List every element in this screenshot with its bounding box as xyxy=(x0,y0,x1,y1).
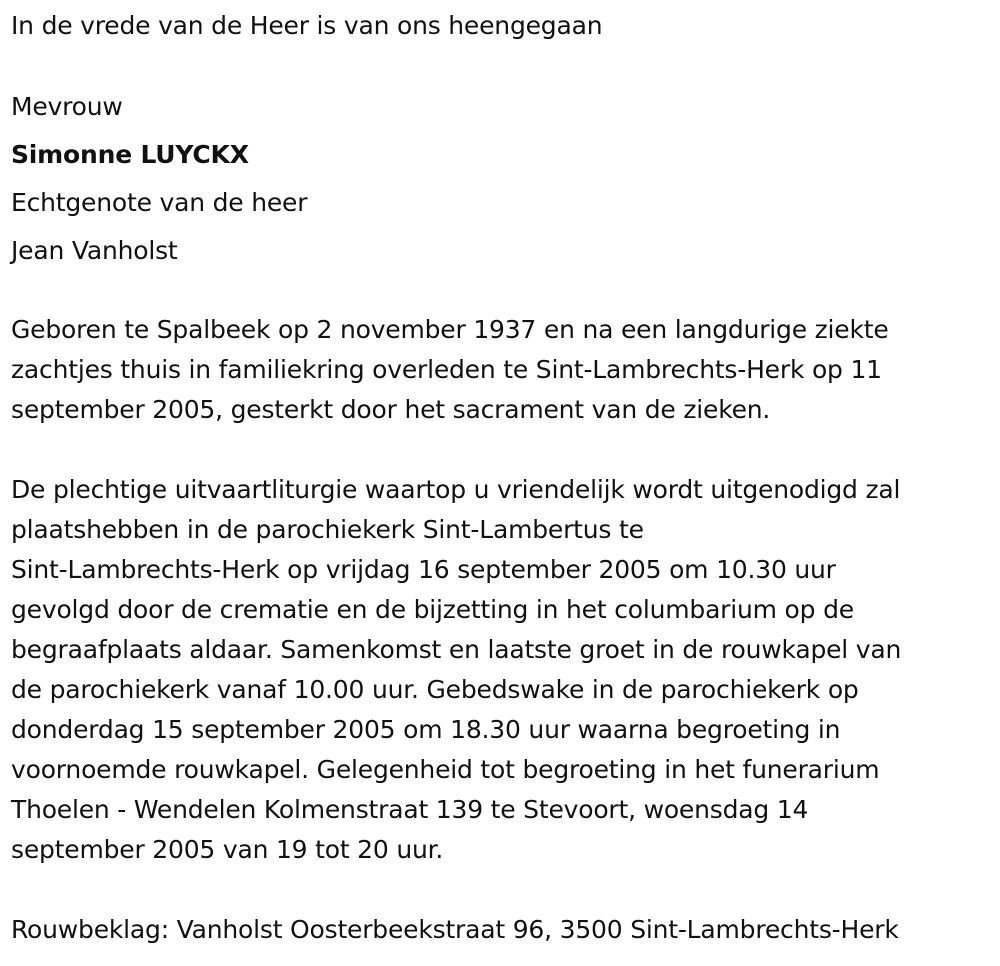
funeral-paragraph xyxy=(11,470,901,870)
paragraph-line: Sint-Lambrechts-Herk op vrijdag 16 september 2005 om 10.30 uur xyxy=(11,555,836,584)
deceased-block xyxy=(11,87,307,279)
paragraph-line: de parochiekerk vanaf 10.00 uur. Gebedswake in de parochiekerk op xyxy=(11,675,859,704)
paragraph-line: De plechtige uitvaartliturgie waartop u vriendelijk wordt uitgenodigd zal xyxy=(11,475,901,504)
paragraph-line: Thoelen - Wendelen Kolmenstraat 139 te Stevoort, woensdag 14 xyxy=(11,795,809,824)
paragraph-line: gevolgd door de crematie en de bijzetting in het columbarium op de xyxy=(11,595,854,624)
condolence-address: Rouwbeklag: Vanholst Oosterbeekstraat 96, 3500 Sint-Lambrechts-Herk xyxy=(11,915,899,944)
paragraph-line: donderdag 15 september 2005 om 18.30 uur waarna begroeting in xyxy=(11,715,841,744)
intro-text: In de vrede van de Heer is van ons heengegaan xyxy=(11,11,603,40)
paragraph-line: september 2005, gesterkt door het sacrament van de zieken. xyxy=(11,395,771,424)
deceased-name: Simonne LUYCKX xyxy=(11,140,249,169)
paragraph-line: voornoemde rouwkapel. Gelegenheid tot begroeting in het funerarium xyxy=(11,755,880,784)
paragraph-line: begraafplaats aldaar. Samenkomst en laatste groet in de rouwkapel van xyxy=(11,635,902,664)
intro-section xyxy=(11,6,602,46)
paragraph-line: Geboren te Spalbeek op 2 november 1937 en na een langdurige ziekte xyxy=(11,315,889,344)
paragraph-line: september 2005 van 19 tot 20 uur. xyxy=(11,835,444,864)
paragraph-line: plaatshebben in de parochiekerk Sint-Lambertus te xyxy=(11,515,644,544)
relation-text: Echtgenote van de heer xyxy=(11,188,308,217)
condolence-section xyxy=(11,910,899,950)
spouse-name: Jean Vanholst xyxy=(11,236,178,265)
honorific: Mevrouw xyxy=(11,92,123,121)
birth-paragraph xyxy=(11,310,889,430)
paragraph-line: zachtjes thuis in familiekring overleden te Sint-Lambrechts-Herk op 11 xyxy=(11,355,882,384)
